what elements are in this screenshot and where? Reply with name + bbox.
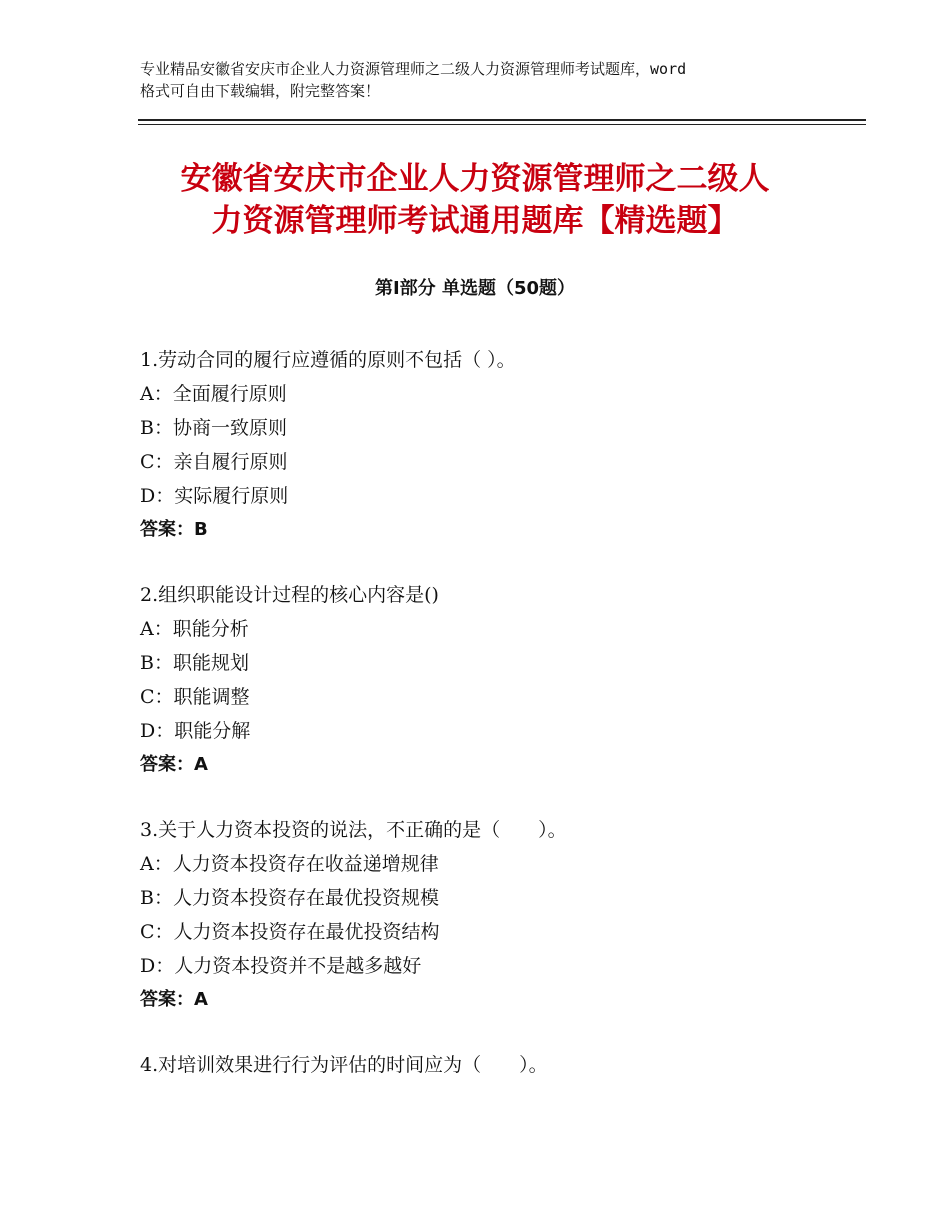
section-title: 第Ⅰ部分 单选题（50题） [374, 278, 575, 299]
header-note [140, 58, 840, 102]
question-3 [140, 813, 860, 1017]
question-text: 4.对培训效果进行行为评估的时间应为（ ）。 [140, 1054, 548, 1076]
option-d: D：实际履行原则 [140, 485, 289, 507]
document-title-line-2: 力资源管理师考试通用题库【精选题】 [211, 203, 739, 239]
question-4 [140, 1048, 860, 1082]
option-d: D：职能分解 [140, 720, 251, 742]
question-text: 3.关于人力资本投资的说法，不正确的是（ ）。 [140, 819, 567, 841]
header-note-line-2: 格式可自由下载编辑，附完整答案！ [140, 82, 381, 100]
answer: 答案：A [140, 989, 208, 1010]
answer: 答案：B [140, 519, 208, 540]
document-title [100, 158, 850, 242]
option-a: A：人力资本投资存在收益递增规律 [140, 853, 439, 875]
option-b: B：人力资本投资存在最优投资规模 [140, 887, 439, 909]
option-a: A：全面履行原则 [140, 383, 287, 405]
header-rule-thick [138, 119, 866, 121]
answer: 答案：A [140, 754, 208, 775]
option-d: D：人力资本投资并不是越多越好 [140, 955, 422, 977]
header-rule-thin [138, 124, 866, 125]
question-list [140, 343, 860, 1113]
option-b: B：协商一致原则 [140, 417, 287, 439]
question-text: 2.组织职能设计过程的核心内容是() [140, 584, 439, 606]
document-title-line-1: 安徽省安庆市企业人力资源管理师之二级人 [180, 161, 770, 197]
question-2 [140, 578, 860, 782]
question-text: 1.劳动合同的履行应遵循的原则不包括（ ）。 [140, 349, 516, 371]
option-c: C：职能调整 [140, 686, 250, 708]
header-note-line-1: 专业精品安徽省安庆市企业人力资源管理师之二级人力资源管理师考试题库，word [140, 60, 687, 78]
option-c: C：人力资本投资存在最优投资结构 [140, 921, 440, 943]
option-c: C：亲自履行原则 [140, 451, 288, 473]
question-1 [140, 343, 860, 547]
option-b: B：职能规划 [140, 652, 249, 674]
option-a: A：职能分析 [140, 618, 249, 640]
